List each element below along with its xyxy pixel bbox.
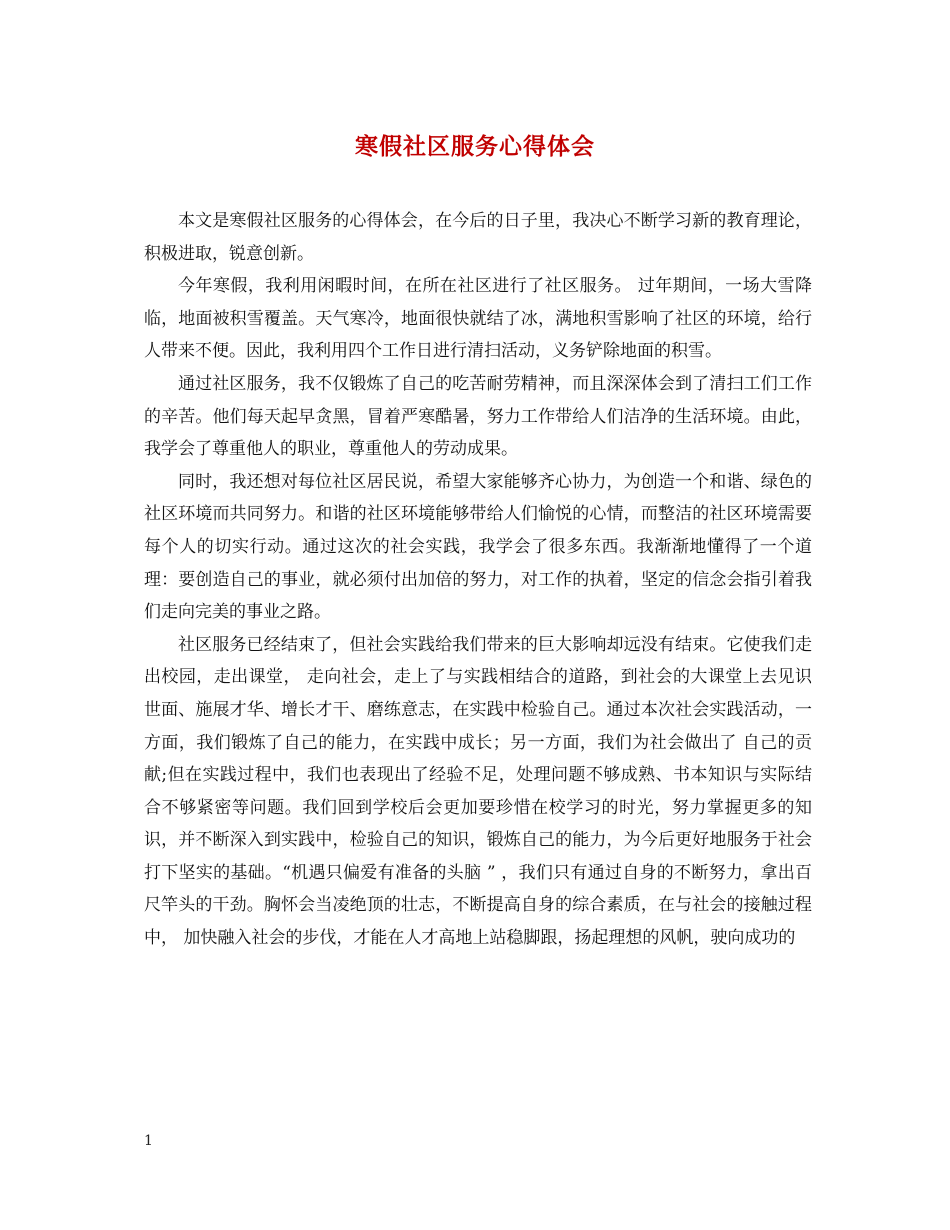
paragraph-5: 社区服务已经结束了，但社会实践给我们带来的巨大影响却远没有结束。它使我们走出校园，走出课堂， 走向社会，走上了与实践相结合的道路，到社会的大课堂上去见识世面、施展才华、增长才干、磨练意志，在实践中检验自己。通过本次社会实践活动，一方面，我们锻炼了自己的能力，在实践中成长；另一方面，我们为社会做出了 自己的贡献;但在实践过程中，我们也表现出了经验不足，处理问题不够成熟、书本知识与实际结合不够紧密等问题。我们回到学校后会更加要珍惜在校学习的时光，努力掌握更多的知识，并不断深入到实践中，检验自己的知识，锻炼自己的能力，为今后更好地服务于社会打下坚实的基础。“机遇只偏爱有准备的头脑 ” ，我们只有通过自身的不断努力，拿出百尺竿头的干劲。胸怀会当凌绝顶的壮志，不断提高自身的综合素质，在与社会的接触过程中， 加快融入社会的步伐，才能在人才高地上站稳脚跟，扬起理想的风帆，驶向成功的 <box>144 634 812 949</box>
document-title: 寒假社区服务心得体会 <box>355 133 595 160</box>
paragraph-4: 同时，我还想对每位社区居民说，希望大家能够齐心协力，为创造一个和谐、绿色的社区环境而共同努力。和谐的社区环境能够带给人们愉悦的心情，而整洁的社区环境需要每个人的切实行动。通过这次的社会实践，我学会了很多东西。我渐渐地懂得了一个道理：要创造自己的事业，就必须付出加倍的努力，对工作的执着，坚定的信念会指引着我们走向完美的事业之路。 <box>144 471 812 623</box>
document-body <box>144 205 812 955</box>
page-number: 1 <box>144 1133 153 1149</box>
paragraph-3: 通过社区服务，我不仅锻炼了自己的吃苦耐劳精神，而且深深体会到了清扫工们工作的辛苦。他们每天起早贪黑，冒着严寒酷暑，努力工作带给人们洁净的生活环境。由此，我学会了尊重他人的职业，尊重他人的劳动成果。 <box>144 373 812 460</box>
paragraph-1: 本文是寒假社区服务的心得体会，在今后的日子里，我决心不断学习新的教育理论，积极进取，锐意创新。 <box>144 211 812 264</box>
paragraph-2: 今年寒假，我利用闲暇时间，在所在社区进行了社区服务。 过年期间，一场大雪降临，地面被积雪覆盖。天气寒冷，地面很快就结了冰，满地积雪影响了社区的环境，给行人带来不便。因此，我利用四个工作日进行清扫活动，义务铲除地面的积雪。 <box>144 276 812 362</box>
